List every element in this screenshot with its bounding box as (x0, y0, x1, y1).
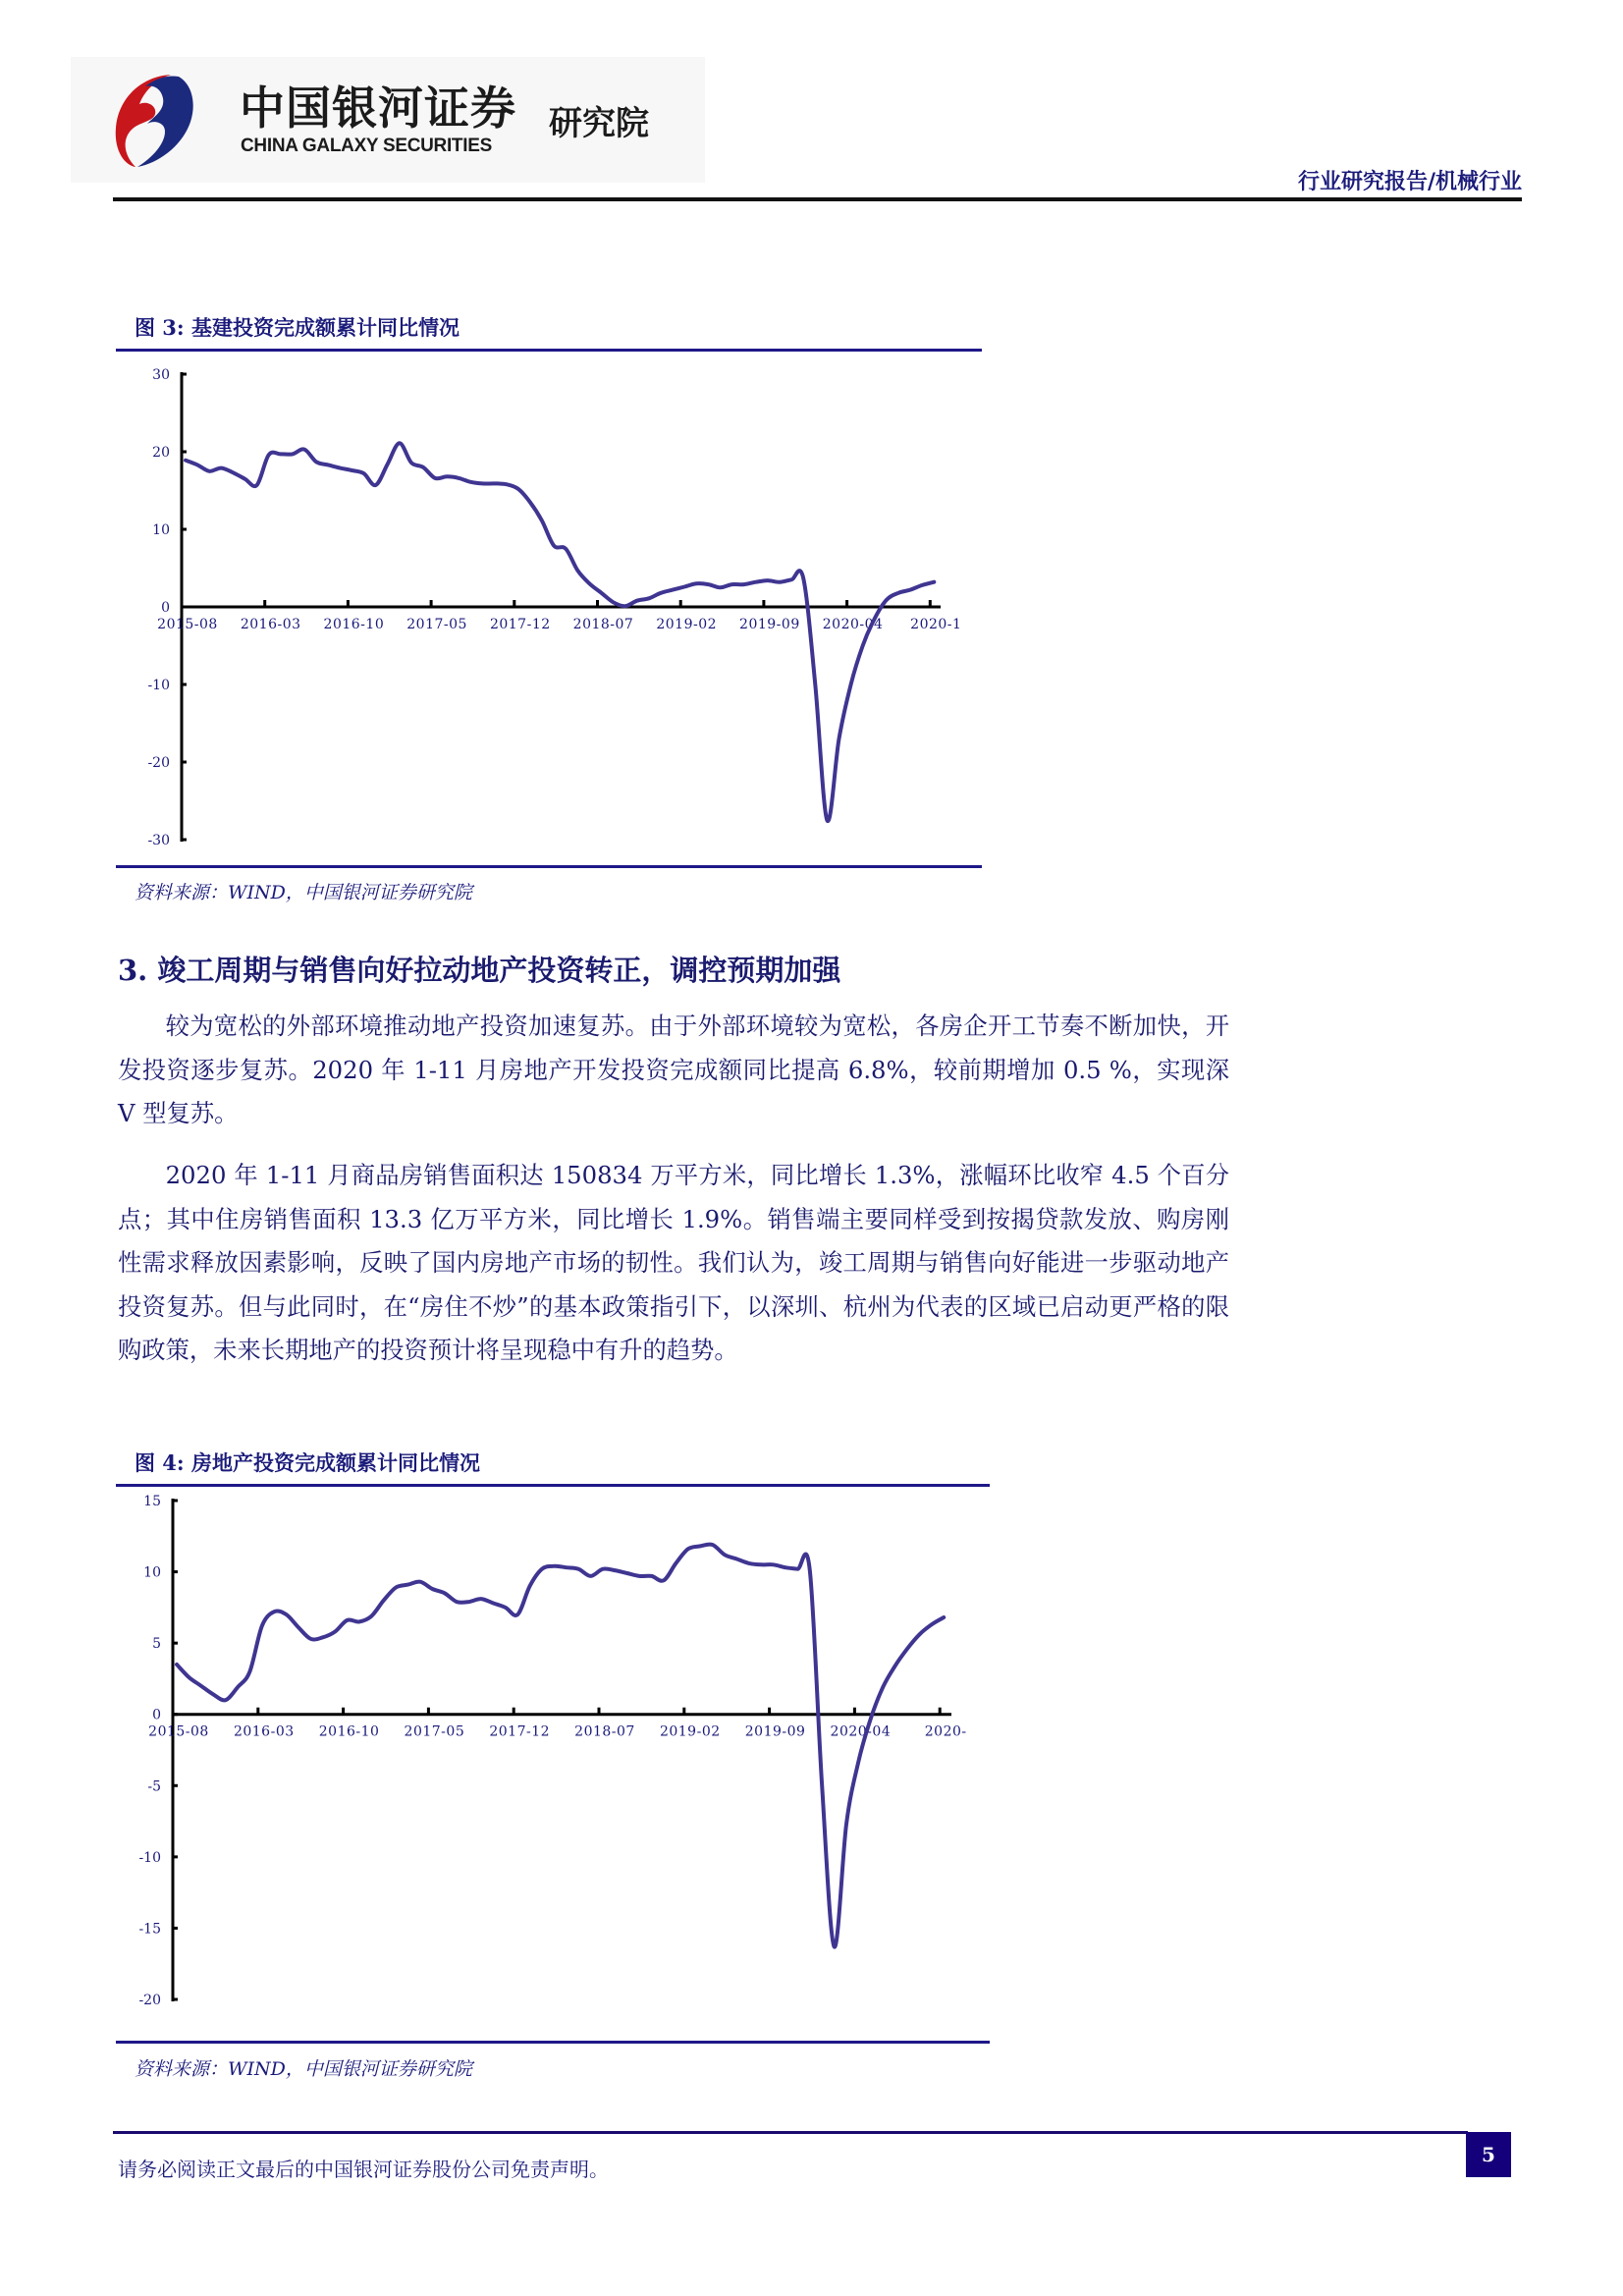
chart3-x-tick-label: 2017-12 (489, 617, 551, 632)
section-heading: 3. 竣工周期与销售向好拉动地产投资转正，调控预期加强 (118, 954, 841, 987)
chart4-x-tick-label: 2019-02 (659, 1723, 721, 1740)
chart4-x-tick-label: 2020-04 (830, 1723, 892, 1740)
figure-3-source: 资料来源：WIND，中国银河证券研究院 (135, 882, 472, 903)
chart3-x-tick-label: 2019-09 (739, 617, 800, 632)
logo-block (71, 57, 705, 183)
chart4-x-tick-label: 2017-05 (404, 1723, 465, 1740)
figure-3-top-rule (116, 349, 982, 352)
chart4-y-tick-label: 0 (152, 1707, 161, 1723)
paragraph-2: 2020 年 1-11 月商品房销售面积达 150834 万平方米，同比增长 1.3%，涨幅环比收窄 4.5 个百分点；其中住房销售面积 13.3 亿万平方米，同比增长 1.9%。销售端主要同样受到按揭贷款发放、购房刚性需求释放因素影响，反映了国内房地产市场的韧性。我们认为，竣工周期与销售向好能进一步驱动地产投资复苏。但与此同时，在“房住不炒”的基本政策指引下，以深圳、杭州为代表的区域已启动更严格的限购政策，未来长期地产的投资预计将呈现稳中有升的趋势。 (118, 1161, 1229, 1364)
chart4-x-tick-label: 2018-07 (574, 1723, 635, 1740)
chart3-x-tick-label: 2017-05 (406, 617, 467, 632)
chart4-y-tick-label: -20 (138, 1993, 161, 2008)
chart3-x-tick-label: 2016-03 (240, 617, 301, 632)
institute-label: 研究院 (549, 104, 649, 143)
chart3-y-tick-label: 20 (152, 445, 170, 461)
chart4-y-tick-label: 5 (152, 1636, 161, 1653)
chart3-x-tick-label: 2020-04 (822, 617, 884, 632)
chart4-x-tick-label: 2016-03 (233, 1723, 295, 1740)
chart3-y-tick-label: 30 (152, 367, 170, 383)
chart3-y-tick-label: 0 (161, 600, 170, 616)
chart4-y-tick-label: 15 (143, 1494, 161, 1509)
chart3-x-tick-label: 2019-02 (656, 617, 718, 632)
header-divider (113, 197, 1522, 201)
chart4-y-tick-label: 10 (143, 1564, 161, 1581)
figure-4-top-rule (116, 1484, 990, 1487)
chart3-y-tick-label: -20 (147, 755, 170, 771)
page-number: 5 (1466, 2132, 1511, 2177)
chart3-y-tick-label: -30 (147, 833, 170, 848)
chart3-x-tick-label: 2016-10 (323, 617, 385, 632)
report-type: 行业研究报告/机械行业 (1297, 169, 1522, 194)
figure-4-title: 图 4: 房地产投资完成额累计同比情况 (135, 1450, 480, 1475)
paragraph-1: 较为宽松的外部环境推动地产投资加速复苏。由于外部环境较为宽松，各房企开工节奏不断加快，开发投资逐步复苏。2020 年 1-11 月房地产开发投资完成额同比提高 6.8%，较前期增加 0.5 %，实现深 V 型复苏。 (118, 1011, 1229, 1127)
figure-4-chart (108, 1488, 1001, 2038)
chart4-x-tick-label: 2017-12 (489, 1723, 551, 1740)
chart4-y-tick-label: -10 (138, 1849, 161, 1866)
disclaimer-text: 请务必阅读正文最后的中国银河证券股份公司免责声明。 (118, 2158, 609, 2181)
chart3-x-tick-label: 2018-07 (572, 617, 634, 632)
figure-3-bottom-rule (116, 865, 982, 868)
chart3-x-tick-label: 2015-08 (157, 617, 218, 632)
figure-3-title: 图 3: 基建投资完成额累计同比情况 (135, 315, 460, 340)
chart4-x-tick-label: 2019-09 (744, 1723, 806, 1740)
footer-divider (113, 2131, 1468, 2134)
chart3-x-tick-label: 2020-1 (910, 617, 962, 632)
chart4-y-tick-label: -15 (138, 1921, 161, 1938)
figure-4-source: 资料来源：WIND，中国银河证券研究院 (135, 2058, 472, 2080)
chart4-x-tick-label: 2015-08 (148, 1723, 209, 1740)
chart3-y-tick-label: 10 (152, 522, 170, 538)
chart4-x-tick-label: 2016-10 (318, 1723, 380, 1740)
figure-3-chart (108, 354, 992, 864)
galaxy-logo-icon (110, 71, 198, 169)
company-name-cn: 中国银河证券 (240, 82, 516, 135)
chart3-y-tick-label: -10 (147, 678, 170, 693)
company-name-en: CHINA GALAXY SECURITIES (241, 136, 492, 156)
chart4-x-tick-label: 2020- (924, 1723, 967, 1740)
figure-4-bottom-rule (116, 2041, 990, 2044)
chart4-y-tick-label: -5 (147, 1778, 161, 1795)
chart4-series-line (177, 1544, 944, 1946)
